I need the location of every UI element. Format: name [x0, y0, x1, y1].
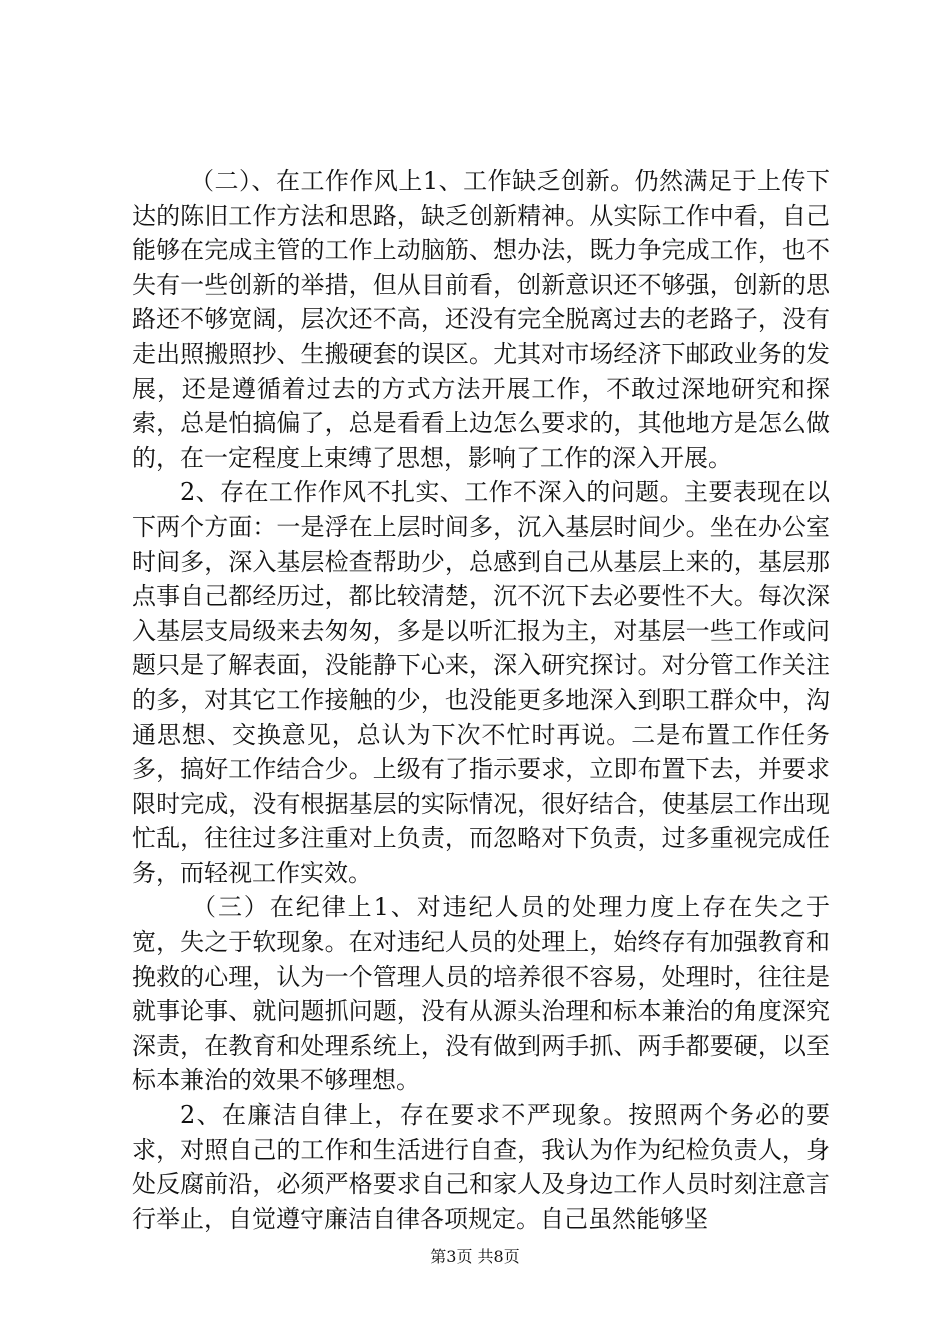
- paragraph-discipline-handling: （三）在纪律上1、对违纪人员的处理力度上存在失之于宽，失之于软现象。在对违纪人员的处理上，始终存有加强教育和挽救的心理，认为一个管理人员的培养很不容易，处理时，往往是就事论事、就问题抓问题，没有从源头治理和标本兼治的角度深究深责，在教育和处理系统上，没有做到两手抓、两手都要硬，以至标本兼治的效果不够理想。: [132, 893, 830, 1095]
- document-body: [132, 164, 830, 1236]
- paragraph-work-style-innovation: （二）、在工作作风上1、工作缺乏创新。仍然满足于上传下达的陈旧工作方法和思路，缺乏创新精神。从实际工作中看，自己能够在完成主管的工作上动脑筋、想办法，既力争完成工作，也不失有一些创新的举措，但从目前看，创新意识还不够强，创新的思路还不够宽阔，层次还不高，还没有完全脱离过去的老路子，没有走出照搬照抄、生搬硬套的误区。尤其对市场经济下邮政业务的发展，还是遵循着过去的方式方法开展工作，不敢过深地研究和探索，总是怕搞偏了，总是看看上边怎么要求的，其他地方是怎么做的，在一定程度上束缚了思想，影响了工作的深入开展。: [132, 167, 830, 472]
- paragraph-work-style-not-solid: 2、存在工作作风不扎实、工作不深入的问题。主要表现在以下两个方面：一是浮在上层时间多，沉入基层时间少。坐在办公室时间多，深入基层检查帮助少，总感到自己从基层上来的，基层那点事自己都经历过，都比较清楚，沉不沉下去必要性不大。每次深入基层支局级来去匆匆，多是以听汇报为主，对基层一些工作或问题只是了解表面，没能静下心来，深入研究探讨。对分管工作关注的多，对其它工作接触的少，也没能更多地深入到职工群众中，沟通思想、交换意见，总认为下次不忙时再说。二是布置工作任务多，搞好工作结合少。上级有了指示要求，立即布置下去，并要求限时完成，没有根据基层的实际情况，很好结合，使基层工作出现忙乱，往往过多注重对上负责，而忽略对下负责，过多重视完成任务，而轻视工作实效。: [132, 478, 830, 887]
- page-number-footer: 第3页 共8页: [430, 1247, 520, 1266]
- paragraph-integrity-self-discipline: 2、在廉洁自律上，存在要求不严现象。按照两个务必的要求，对照自己的工作和生活进行自查，我认为作为纪检负责人，身处反腐前沿，必须严格要求自己和家人及身边工作人员时刻注意言行举止，自觉遵守廉洁自律各项规定。自己虽然能够坚: [132, 1101, 830, 1233]
